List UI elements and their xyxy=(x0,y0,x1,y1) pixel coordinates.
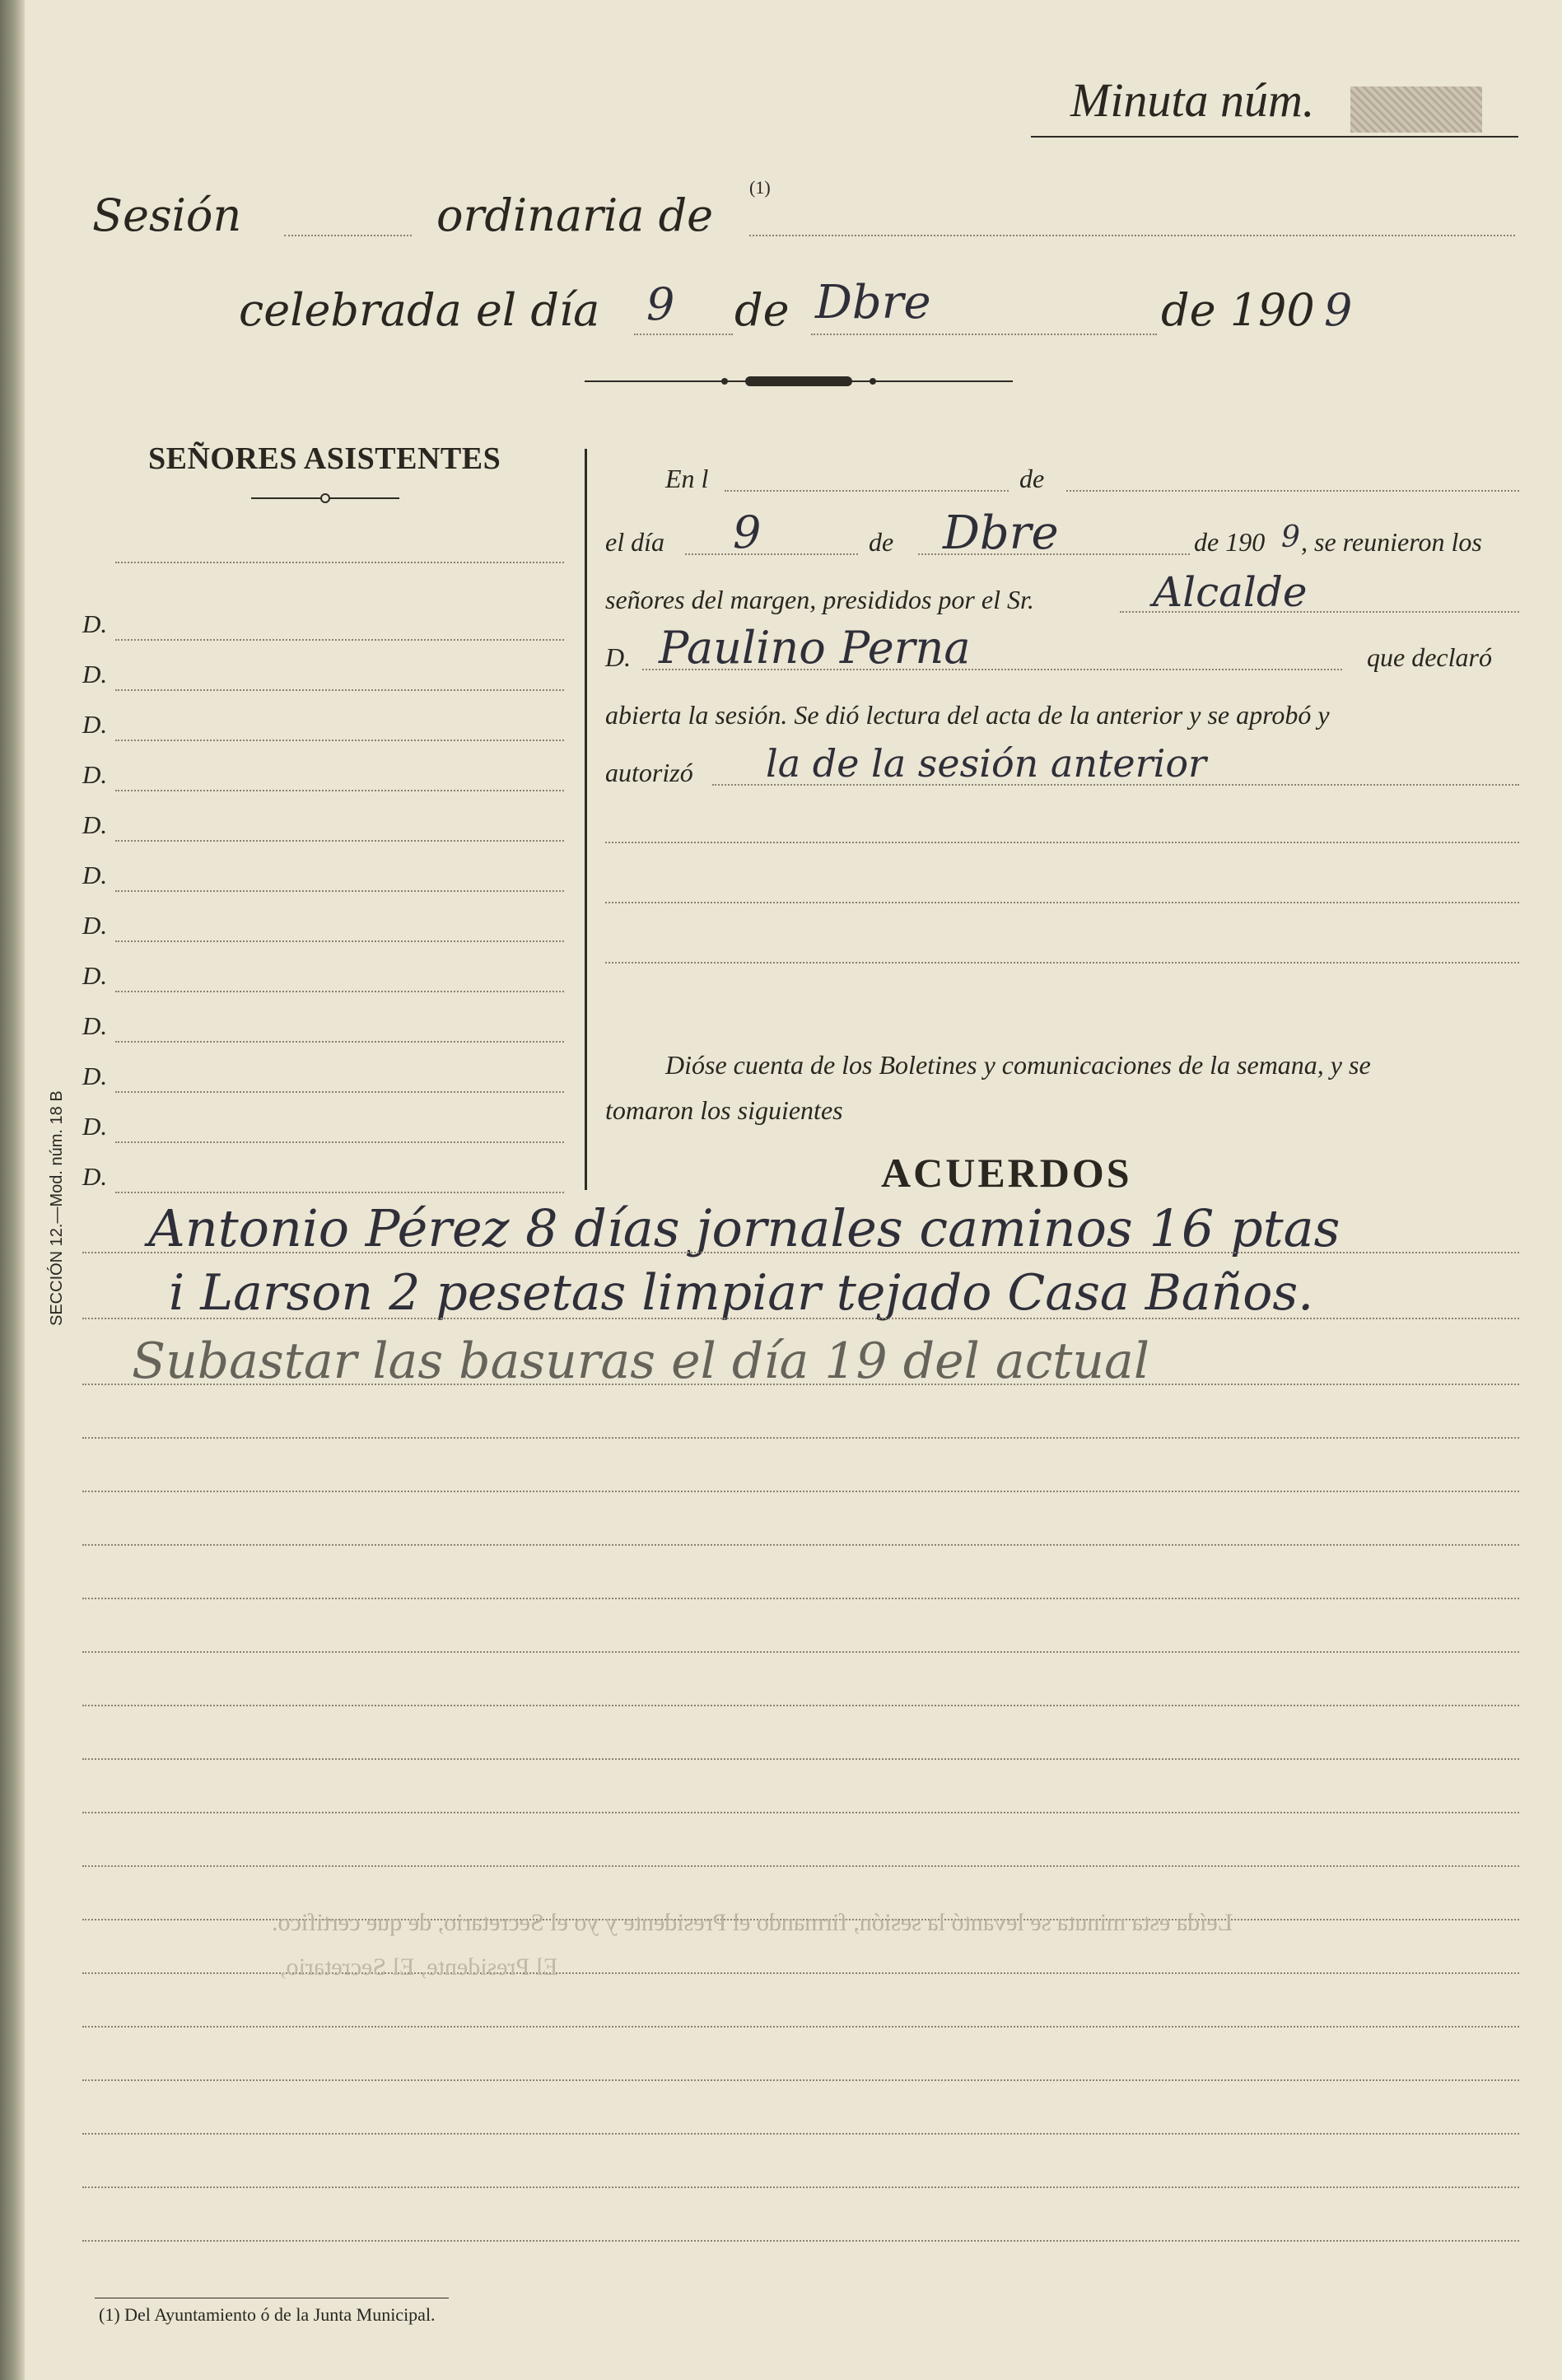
blank-line-3 xyxy=(605,962,1519,964)
header-year-digit: 9 xyxy=(1324,284,1353,336)
asistente-line xyxy=(115,940,564,942)
header-month-dots xyxy=(811,334,1157,335)
minutes-month-dots xyxy=(918,553,1190,555)
header-de-word: de xyxy=(734,284,790,336)
acuerdo-line xyxy=(82,1491,1519,1492)
acuerdo-line xyxy=(82,1598,1519,1599)
acuerdo-entry-2: i Larson 2 pesetas limpiar tejado Casa Baños. xyxy=(169,1264,1314,1322)
minutes-year-label: de 190 xyxy=(1194,527,1266,557)
asistente-top-dots xyxy=(115,562,564,563)
asistente-line xyxy=(115,1091,564,1093)
book-gutter xyxy=(0,0,25,2380)
acuerdo-entry-3: Subastar las basuras el día 19 del actual xyxy=(132,1332,1150,1390)
asistente-line xyxy=(115,740,564,741)
header-day: 9 xyxy=(646,278,675,330)
header-day-dots xyxy=(634,334,733,335)
en-label: En l xyxy=(665,464,709,493)
blank-line-1 xyxy=(605,842,1519,843)
asistente-line xyxy=(115,639,564,641)
asistente-line xyxy=(115,1141,564,1143)
en-de-label: de xyxy=(1019,464,1045,493)
asistente-prefix: D. xyxy=(82,1162,108,1191)
acuerdo-line xyxy=(82,1651,1519,1653)
acuerdo-line xyxy=(82,1437,1519,1439)
minuta-rule xyxy=(1031,136,1518,138)
asistente-line xyxy=(115,840,564,842)
president-name-dots xyxy=(642,669,1342,670)
acuerdo-line xyxy=(82,2240,1519,2242)
acuerdo-line xyxy=(82,1252,1519,1253)
asistente-line xyxy=(115,790,564,791)
asistente-prefix: D. xyxy=(82,861,108,889)
d-label: D. xyxy=(605,642,632,672)
asistente-line xyxy=(115,1041,564,1043)
header-year-label: de 190 xyxy=(1161,284,1315,336)
acuerdo-line xyxy=(82,1705,1519,1706)
el-dia-label: el día xyxy=(605,527,664,557)
asistente-prefix: D. xyxy=(82,710,108,739)
president-title: Alcalde xyxy=(1153,568,1308,616)
minuta-label: Minuta núm. xyxy=(1070,73,1315,127)
acuerdo-line xyxy=(82,1384,1519,1385)
acuerdo-line xyxy=(82,2026,1519,2028)
sesion-dots xyxy=(284,235,412,236)
acuerdo-line xyxy=(82,1544,1519,1546)
municipio-dots xyxy=(1066,490,1519,492)
declaro-text: que declaró xyxy=(1367,642,1492,672)
footnote: (1) Del Ayuntamiento ó de la Junta Municipal. xyxy=(99,2304,436,2325)
ornament-divider xyxy=(585,369,1013,394)
asistentes-ornament xyxy=(251,492,399,504)
senores-line: señores del margen, presididos por el Sr. xyxy=(605,585,1034,614)
diose-line-2: tomaron los siguientes xyxy=(605,1095,843,1125)
acuerdo-line xyxy=(82,1865,1519,1867)
minuta-number-box xyxy=(1350,86,1482,133)
asistente-prefix: D. xyxy=(82,609,108,638)
minutes-de-label: de xyxy=(869,527,894,557)
asistente-prefix: D. xyxy=(82,660,108,688)
acuerdos-title: ACUERDOS xyxy=(881,1150,1132,1196)
acuerdo-line xyxy=(82,1318,1519,1319)
celebrada-prefix: celebrada el día xyxy=(239,284,600,336)
minutes-year-digit: 9 xyxy=(1281,520,1300,554)
column-divider xyxy=(585,449,587,1190)
asistente-prefix: D. xyxy=(82,760,108,789)
asistente-line xyxy=(115,890,564,892)
minutes-month: Dbre xyxy=(943,506,1059,560)
autorizo-label: autorizó xyxy=(605,758,693,787)
abierta-line: abierta la sesión. Se dió lectura del acta de la anterior y se aprobó y xyxy=(605,700,1330,730)
acuerdo-line xyxy=(82,2133,1519,2135)
asistente-line xyxy=(115,689,564,691)
asistente-prefix: D. xyxy=(82,1062,108,1090)
reunieron-text: , se reunieron los xyxy=(1301,527,1482,557)
sesion-word: Sesión xyxy=(92,189,242,241)
sesion-type-dots xyxy=(749,235,1515,236)
acuerdo-line xyxy=(82,1812,1519,1813)
acuerdo-line xyxy=(82,2186,1519,2188)
bleed-through-line-1: Leída esta minuta se levantó la sesión, firmando el Presidente y yo el Secretario, de que certifico. xyxy=(272,1909,1233,1936)
asistentes-title: SEÑORES ASISTENTES xyxy=(148,441,501,476)
asistente-prefix: D. xyxy=(82,810,108,839)
minutes-day-dots xyxy=(685,553,858,555)
diose-line-1: Dióse cuenta de los Boletines y comunicaciones de la semana, y se xyxy=(665,1050,1371,1080)
president-title-dots xyxy=(1120,611,1519,613)
autorizo-dots xyxy=(712,784,1519,786)
minutes-day: 9 xyxy=(733,506,762,558)
footnote-marker: (1) xyxy=(749,177,771,198)
acuerdo-line xyxy=(82,2079,1519,2081)
asistente-prefix: D. xyxy=(82,961,108,990)
asistente-line xyxy=(115,1192,564,1193)
asistente-prefix: D. xyxy=(82,1011,108,1040)
acuerdo-line xyxy=(82,1758,1519,1760)
asistente-prefix: D. xyxy=(82,911,108,940)
bleed-through-line-2: El Presidente, El Secretario, xyxy=(280,1953,558,1981)
asistente-line xyxy=(115,991,564,992)
autorizo-value: la de la sesión anterior xyxy=(766,741,1207,786)
form-side-code: SECCIÓN 12.—Mod. núm. 18 B xyxy=(48,1090,66,1326)
en-dots xyxy=(725,490,1009,492)
ordinaria-word: ordinaria de xyxy=(436,189,714,241)
acuerdo-entry-1: Antonio Pérez 8 días jornales caminos 16 ptas xyxy=(148,1198,1341,1258)
blank-line-2 xyxy=(605,902,1519,903)
header-month: Dbre xyxy=(815,276,931,329)
president-name: Paulino Perna xyxy=(659,622,971,674)
asistente-prefix: D. xyxy=(82,1112,108,1141)
